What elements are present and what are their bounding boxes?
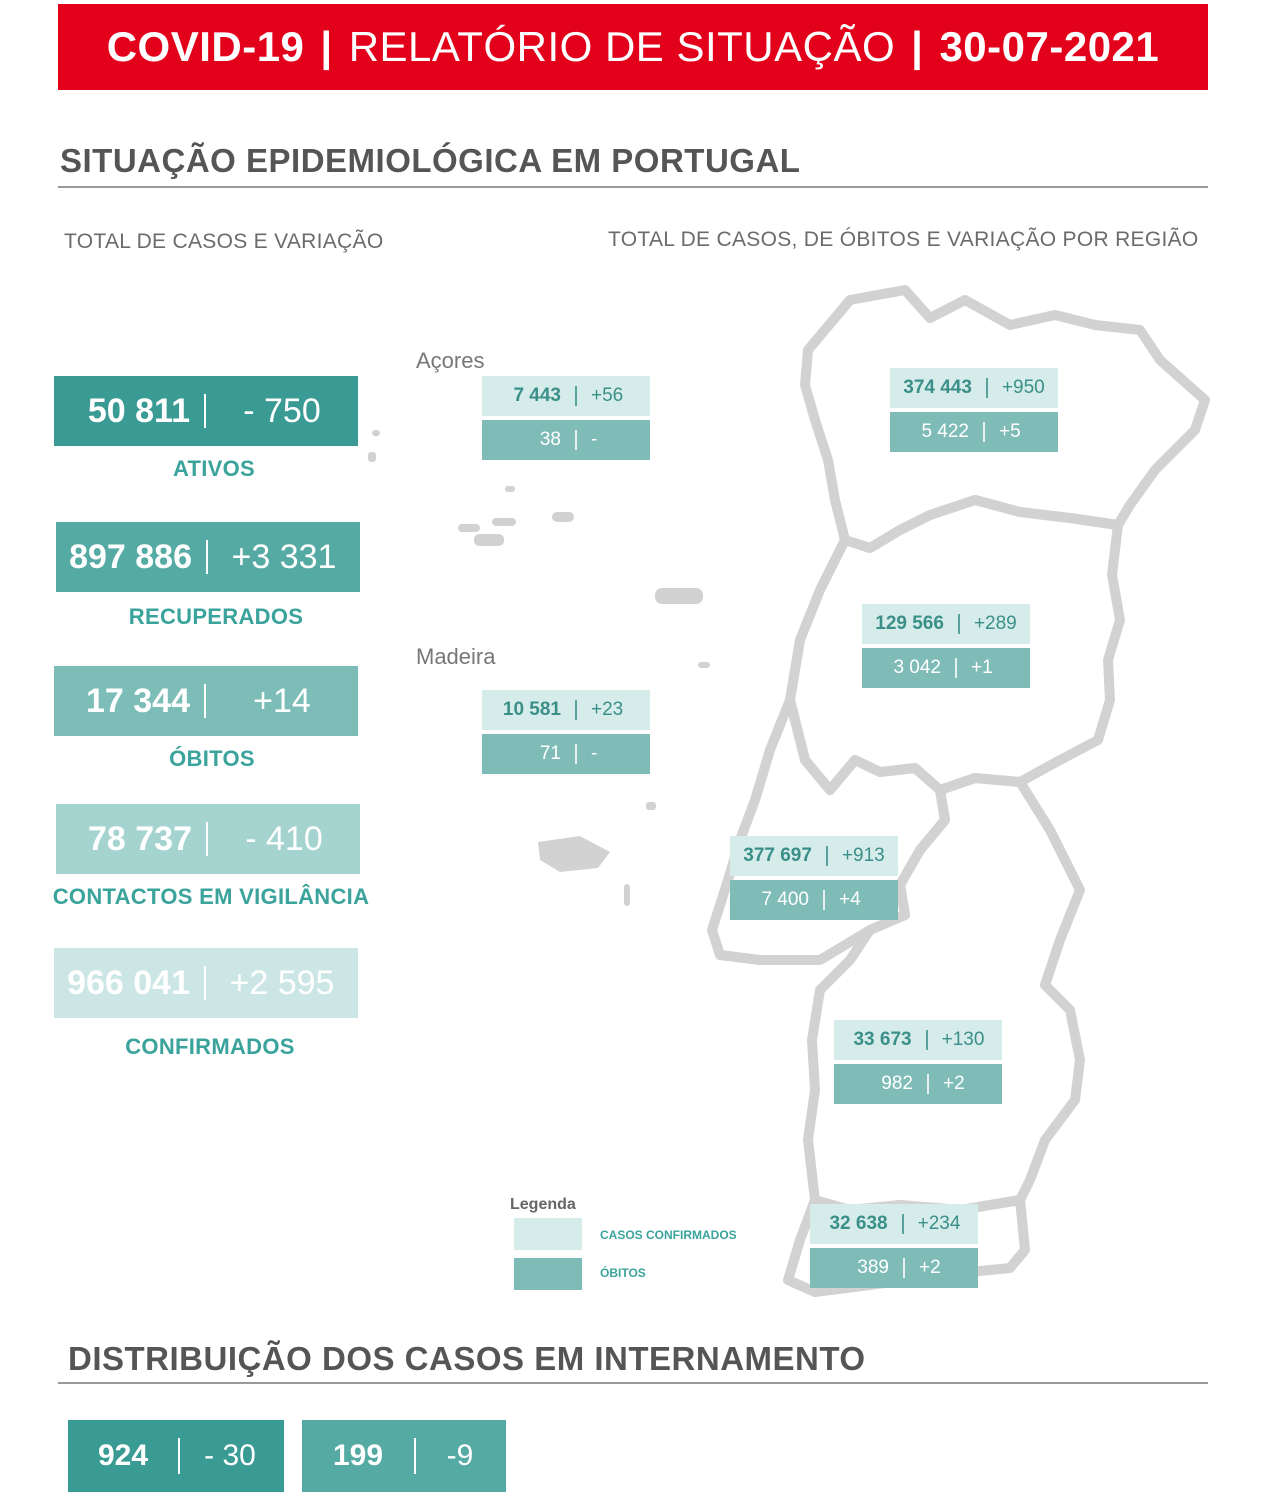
region-cases: 374 443 — [903, 377, 972, 398]
kpi-change: +3 331 — [231, 537, 337, 576]
row-divider — [823, 890, 825, 910]
map-madeira-island — [646, 802, 656, 810]
region-deaths-row — [862, 648, 1030, 688]
label-madeira: Madeira — [416, 644, 496, 669]
kpi-contacts — [56, 804, 360, 874]
kpi-value: 897 886 — [69, 537, 192, 576]
row-divider — [575, 700, 577, 720]
map-azores-island — [474, 534, 504, 546]
map-azores-island — [552, 512, 574, 522]
kpi-change: +2 595 — [229, 963, 335, 1002]
kpi-value: 78 737 — [88, 819, 192, 858]
region-cases-row — [890, 368, 1058, 408]
kpi-value: 50 811 — [87, 391, 190, 430]
region-deaths-variation: +2 — [943, 1073, 965, 1094]
banner-separator: | — [320, 23, 333, 70]
map-azores-island — [655, 588, 703, 604]
kpi-change: - 750 — [243, 391, 321, 430]
region-deaths-variation: - — [591, 743, 598, 764]
region-cases-variation: +23 — [591, 699, 624, 720]
region-cases: 33 673 — [853, 1029, 912, 1050]
region-deaths: 7 400 — [761, 889, 809, 910]
legend-label-confirmed: CASOS CONFIRMADOS — [600, 1228, 737, 1242]
region-box-alentejo — [834, 1020, 1002, 1104]
region-cases-row — [482, 376, 650, 416]
row-divider — [575, 430, 577, 450]
region-deaths-variation: +4 — [839, 889, 861, 910]
region-deaths-row — [834, 1064, 1002, 1104]
row-divider — [958, 614, 960, 634]
kpi-label-active: ATIVOS — [172, 456, 256, 481]
legend-label-deaths: ÓBITOS — [600, 1266, 646, 1280]
region-cases-variation: +130 — [941, 1029, 985, 1050]
region-deaths-row — [890, 412, 1058, 452]
map-region-lisbon — [712, 700, 945, 960]
kpi-label-contacts: CONTACTOS EM VIGILÂNCIA — [52, 884, 370, 909]
region-cases-row — [810, 1204, 978, 1244]
row-divider — [575, 744, 577, 764]
hospital-icu-card — [302, 1420, 506, 1492]
row-divider — [902, 1214, 904, 1234]
kpi-label-confirmed: CONFIRMADOS — [125, 1034, 295, 1059]
region-cases-variation: +234 — [917, 1213, 961, 1234]
region-box-algarve — [810, 1204, 978, 1288]
region-deaths-variation: - — [591, 429, 598, 450]
region-deaths-row — [810, 1248, 978, 1288]
hospital-ward-value: 924 — [97, 1439, 149, 1472]
section-title-hospital: DISTRIBUIÇÃO DOS CASOS EM INTERNAMENTO — [68, 1340, 866, 1377]
region-deaths-variation: +5 — [999, 421, 1021, 442]
hospital-icu-value: 199 — [332, 1439, 384, 1472]
banner-separator: | — [911, 23, 924, 70]
region-cases-row — [834, 1020, 1002, 1060]
region-box-lisbon — [730, 836, 898, 920]
kpi-active — [54, 376, 358, 446]
map-azores-island — [492, 518, 516, 526]
region-deaths-row — [482, 420, 650, 460]
region-deaths-variation: +2 — [919, 1257, 941, 1278]
section-title-situation: SITUAÇÃO EPIDEMIOLÓGICA EM PORTUGAL — [60, 142, 801, 179]
banner-subtitle: RELATÓRIO DE SITUAÇÃO — [348, 23, 896, 70]
hospital-icu-change: -9 — [446, 1439, 474, 1472]
region-deaths: 5 422 — [921, 421, 969, 442]
row-divider — [983, 422, 985, 442]
region-deaths: 389 — [857, 1257, 889, 1278]
legend-swatch-confirmed — [514, 1218, 582, 1250]
map-azores-island — [505, 486, 515, 492]
kpi-label-recovered: RECUPERADOS — [128, 604, 304, 629]
label-azores: Açores — [416, 348, 485, 373]
section-divider — [58, 1382, 1208, 1384]
kpi-deaths — [54, 666, 358, 736]
subtitle-regions: TOTAL DE CASOS, DE ÓBITOS E VARIAÇÃO POR REGIÃO — [608, 228, 1199, 251]
subtitle-totals: TOTAL DE CASOS E VARIAÇÃO — [64, 230, 384, 253]
region-box-madeira — [482, 690, 650, 774]
kpi-change: +14 — [253, 681, 311, 720]
row-divider — [927, 1074, 929, 1094]
row-divider — [575, 386, 577, 406]
map-azores-island — [698, 662, 710, 668]
kpi-value: 966 041 — [67, 963, 190, 1002]
region-cases-variation: +913 — [841, 845, 885, 866]
row-divider — [903, 1258, 905, 1278]
map-madeira-island — [538, 836, 610, 872]
region-cases-row — [862, 604, 1030, 644]
region-cases: 32 638 — [829, 1213, 888, 1234]
region-box-center — [862, 604, 1030, 688]
region-deaths-row — [482, 734, 650, 774]
map-azores-island — [458, 524, 480, 532]
kpi-confirmed — [54, 948, 358, 1018]
banner-date: 30-07-2021 — [939, 23, 1160, 70]
region-cases-variation: +56 — [591, 385, 624, 406]
kpi-label-deaths: ÓBITOS — [169, 746, 255, 771]
row-divider — [986, 378, 988, 398]
region-deaths: 38 — [539, 429, 561, 450]
region-cases: 377 697 — [743, 845, 812, 866]
region-cases-variation: +950 — [1001, 377, 1045, 398]
region-deaths: 3 042 — [893, 657, 941, 678]
row-divider — [826, 846, 828, 866]
region-box-north — [890, 368, 1058, 452]
region-cases: 129 566 — [875, 613, 944, 634]
hospital-ward-card — [68, 1420, 284, 1492]
row-divider — [926, 1030, 928, 1050]
region-deaths: 71 — [539, 743, 561, 764]
map-madeira-island — [624, 884, 630, 906]
kpi-recovered — [56, 522, 360, 592]
map-azores-island — [372, 430, 380, 436]
region-deaths-variation: +1 — [971, 657, 993, 678]
banner-title: COVID-19 — [106, 23, 305, 70]
hospital-ward-change: - 30 — [204, 1439, 256, 1472]
kpi-change: - 410 — [245, 819, 323, 858]
legend-swatch-deaths — [514, 1258, 582, 1290]
legend-title: Legenda — [510, 1196, 576, 1213]
region-cases-row — [482, 690, 650, 730]
region-box-azores — [482, 376, 650, 460]
region-cases: 10 581 — [502, 699, 561, 720]
region-cases-row — [730, 836, 898, 876]
region-cases: 7 443 — [513, 385, 561, 406]
region-cases-variation: +289 — [973, 613, 1017, 634]
region-deaths: 982 — [881, 1073, 913, 1094]
region-deaths-row — [730, 880, 898, 920]
row-divider — [955, 658, 957, 678]
kpi-value: 17 344 — [86, 681, 190, 720]
